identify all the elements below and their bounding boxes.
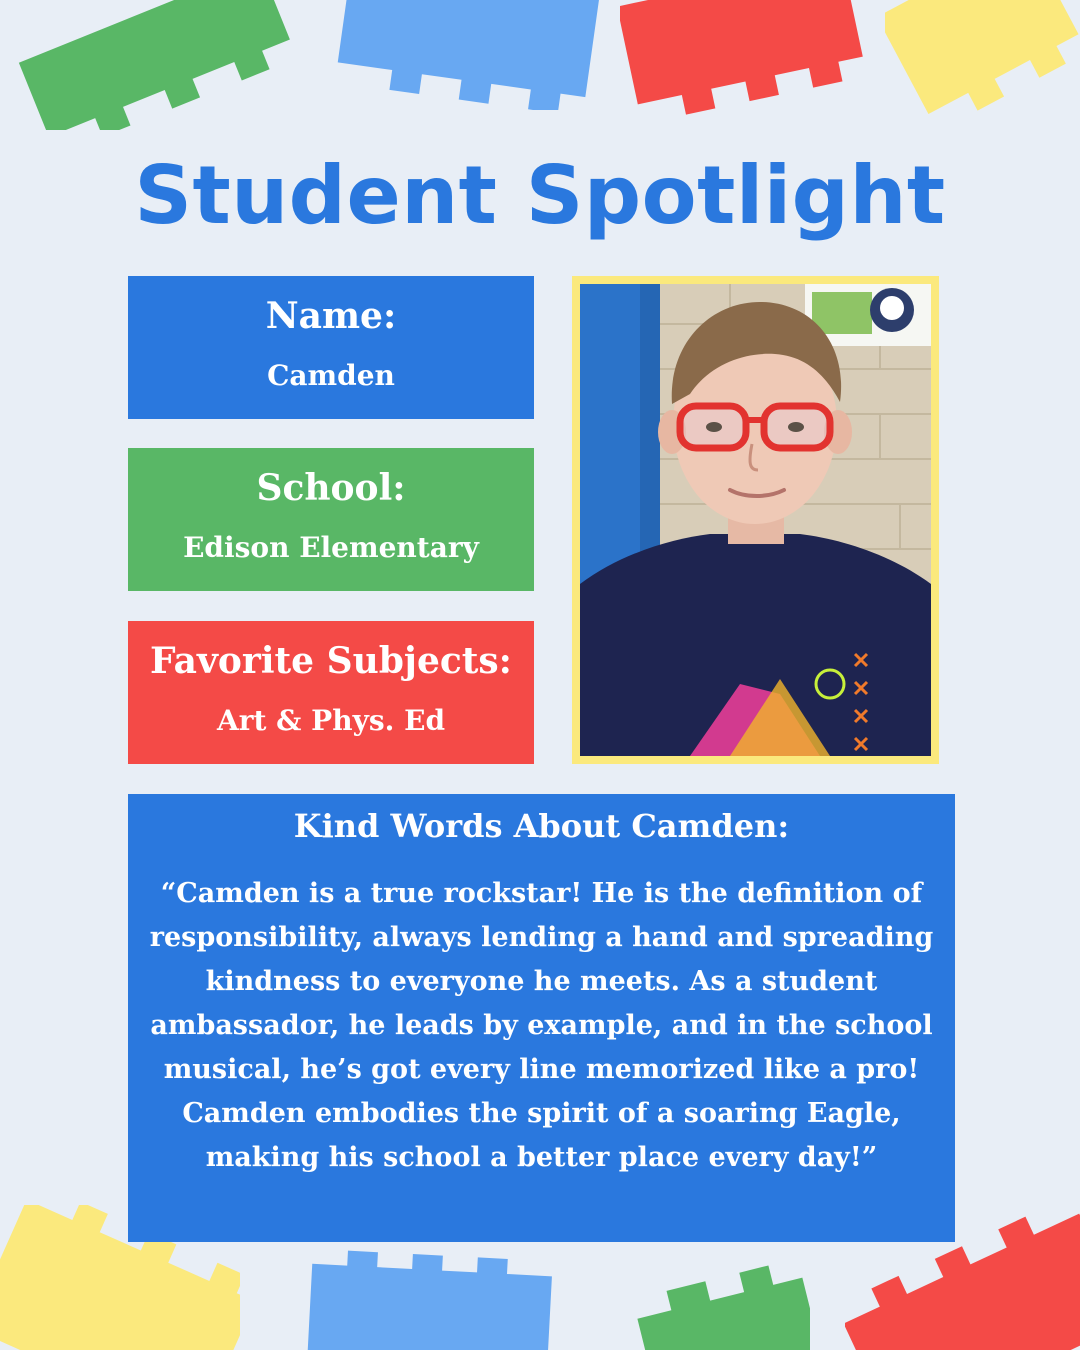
subjects-label: Favorite Subjects:: [150, 640, 512, 682]
green-brick-bottom: [620, 1260, 810, 1350]
kind-words-title: Kind Words About Camden:: [293, 807, 790, 845]
school-box: [128, 448, 534, 591]
green-brick-top-left: [10, 0, 310, 130]
name-box: [128, 276, 534, 419]
name-value: Camden: [267, 359, 395, 392]
school-value: Edison Elementary: [183, 531, 479, 564]
kind-words-box: [128, 794, 955, 1242]
kind-words-quote: “Camden is a true rockstar! He is the definition of responsibility, always lending a hand and spreading kindness to everyone he meets. As a student ambassador, he leads by example, and in the school musical, he’s got every line memorized like a pro! Camden embodies the spirit of a soaring Eagle, making his school a better place every day!”: [149, 878, 934, 1173]
blue-brick-bottom: [300, 1250, 560, 1350]
school-label: School:: [256, 467, 406, 509]
student-portrait-illustration: [580, 284, 931, 756]
yellow-brick-top-right: [885, 0, 1080, 115]
subjects-box: [128, 621, 534, 764]
subjects-value: Art & Phys. Ed: [216, 704, 446, 737]
student-photo: [580, 284, 931, 756]
blue-brick-top: [330, 0, 600, 110]
red-brick-top: [620, 0, 880, 115]
photo-frame: [572, 276, 939, 764]
name-label: Name:: [265, 295, 397, 337]
page-title: Student Spotlight: [134, 149, 946, 242]
